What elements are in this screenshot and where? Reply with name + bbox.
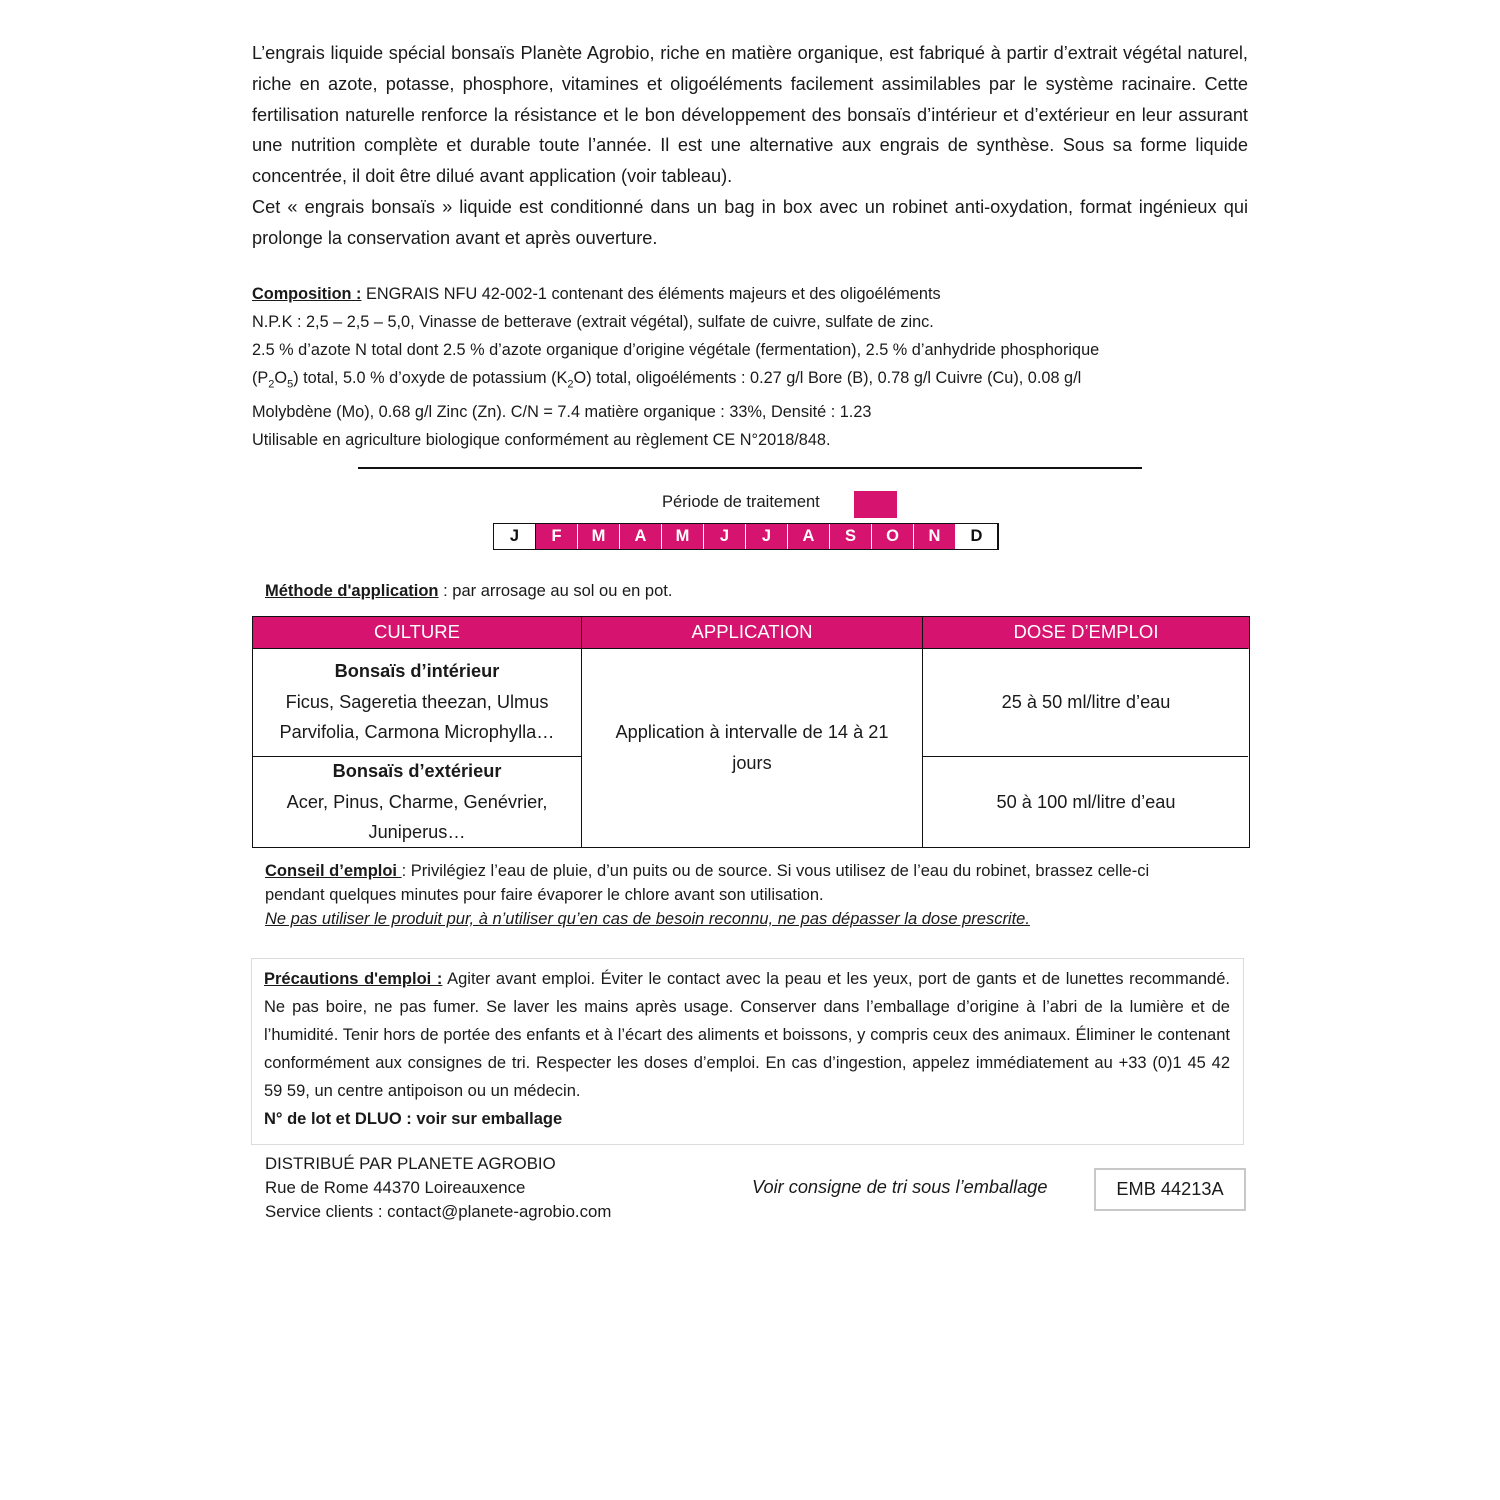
composition-line: 2.5 % d’azote N total dont 2.5 % d’azote organique d’origine végétale (fermentation), 2.5 % d’anhydride phosphorique: [252, 341, 1100, 359]
culture-detail: Ficus, Sageretia theezan, Ulmus: [285, 691, 549, 712]
usage-table: [252, 616, 1250, 848]
composition-text: O: [274, 369, 288, 387]
advice-line: [265, 859, 1245, 883]
emb-code: EMB 44213A: [1094, 1168, 1246, 1211]
precautions-text: [264, 965, 1230, 1105]
table-header-culture: CULTURE: [253, 617, 581, 649]
dose-text: 25 à 50 ml/litre d’eau: [1001, 691, 1171, 712]
month-calendar: [493, 523, 999, 550]
month-cell: S: [830, 524, 872, 549]
intro-text: [252, 38, 1248, 254]
table-row-culture-interieur: [253, 652, 581, 752]
table-cell-dose-interieur: [923, 648, 1249, 756]
method-text: : par arrosage au sol ou en pot.: [438, 582, 673, 600]
culture-title: Bonsaïs d’extérieur: [332, 760, 502, 781]
dose-text: 50 à 100 ml/litre d’eau: [996, 792, 1176, 813]
distributor-contact: Service clients : contact@planete-agrobio.com: [265, 1202, 612, 1221]
month-cell: J: [494, 524, 536, 549]
advice-warning: Ne pas utiliser le produit pur, à n’utiliser qu’en cas de besoin reconnu, ne pas dépasser la dose prescrite.: [265, 910, 1030, 928]
composition-text: (P: [252, 369, 269, 387]
period-legend-swatch: [854, 491, 897, 518]
month-cell: M: [662, 524, 704, 549]
precautions-section: [264, 965, 1230, 1133]
composition-section: [252, 280, 1252, 454]
distributor-name: DISTRIBUÉ PAR PLANETE AGROBIO: [265, 1154, 556, 1173]
table-header-dose: DOSE D’EMPLOI: [923, 617, 1249, 649]
composition-text: ENGRAIS NFU 42-002-1 contenant des éléments majeurs et des oligoéléments: [361, 285, 941, 303]
intro-paragraph: L’engrais liquide spécial bonsaïs Planète Agrobio, riche en matière organique, est fabriqué à partir d’extrait végétal naturel, riche en azote, potasse, phosphore, vitamines et oligoéléments facilement assimilables par le système racinaire. Cette fertilisation naturelle renforce la résistance et le bon développement des bonsaïs d’intérieur et d’extérieur en leur assurant une nutrition complète et durable toute l’année. Il est une alternative aux engrais de synthèse. Sous sa forme liquide concentrée, il doit être dilué avant application (voir tableau).: [252, 43, 1248, 187]
month-cell: J: [746, 524, 788, 549]
application-text: Application à intervalle de 14 à 21: [615, 722, 889, 743]
composition-line: Utilisable en agriculture biologique conformément au règlement CE N°2018/848.: [252, 431, 831, 450]
composition-line: [252, 280, 1252, 308]
month-cell: D: [956, 524, 998, 549]
culture-detail: Acer, Pinus, Charme, Genévrier,: [286, 791, 548, 812]
lot-info: N° de lot et DLUO : voir sur emballage: [264, 1110, 563, 1128]
subscript: 2: [268, 378, 275, 391]
recycling-note: Voir consigne de tri sous l’emballage: [752, 1177, 1048, 1197]
distributor-address: Rue de Rome 44370 Loireauxence: [265, 1178, 526, 1197]
section-divider: [358, 467, 1142, 469]
culture-title: Bonsaïs d’intérieur: [334, 660, 500, 681]
month-cell: F: [536, 524, 578, 549]
month-cell: A: [620, 524, 662, 549]
intro-paragraph: Cet « engrais bonsaïs » liquide est conditionné dans un bag in box avec un robinet anti-oxydation, format ingénieux qui prolonge la conservation avant et après ouverture.: [252, 196, 1248, 248]
month-cell: J: [704, 524, 746, 549]
table-header-application: APPLICATION: [582, 617, 922, 649]
application-method: [265, 582, 672, 601]
subscript: 5: [287, 378, 294, 391]
composition-line: Molybdène (Mo), 0.68 g/l Zinc (Zn). C/N = 7.4 matière organique : 33%, Densité : 1.23: [252, 403, 872, 422]
table-cell-application: [582, 648, 922, 848]
culture-detail: Juniperus…: [368, 822, 466, 843]
month-cell: O: [872, 524, 914, 549]
composition-text: ) total, 5.0 % d’oxyde de potassium (K: [293, 369, 568, 387]
composition-line: N.P.K : 2,5 – 2,5 – 5,0, Vinasse de betterave (extrait végétal), sulfate de cuivre, sulfate de zinc.: [252, 313, 934, 331]
usage-advice: [265, 859, 1245, 931]
table-cell-dose-exterieur: [923, 757, 1249, 848]
precautions-label: Précautions d'emploi :: [264, 970, 443, 988]
advice-line: pendant quelques minutes pour faire évaporer le chlore avant son utilisation.: [265, 886, 824, 904]
subscript: 2: [567, 378, 574, 391]
composition-text: O) total, oligoéléments : 0.27 g/l Bore (B), 0.78 g/l Cuivre (Cu), 0.08 g/l: [573, 369, 1082, 387]
composition-line: [252, 364, 1252, 398]
method-label: Méthode d'application: [265, 582, 439, 600]
advice-text: : Privilégiez l’eau de pluie, d’un puits ou de source. Si vous utilisez de l’eau du robinet, brassez celle-ci: [401, 862, 1150, 880]
month-cell: A: [788, 524, 830, 549]
month-cell: M: [578, 524, 620, 549]
application-text: jours: [732, 753, 772, 773]
composition-label: Composition :: [252, 285, 362, 303]
culture-detail: Parvifolia, Carmona Microphylla…: [279, 722, 555, 743]
period-label: Période de traitement: [662, 493, 820, 511]
month-cell: N: [914, 524, 956, 549]
precautions-body: Agiter avant emploi. Éviter le contact avec la peau et les yeux, port de gants et de lunettes recommandé. Ne pas boire, ne pas fumer. Se laver les mains après usage. Conserver dans l’emballage d’origine à l’abri de la lumière et de l’humidité. Tenir hors de portée des enfants et à l’écart des aliments et boissons, y compris ceux des animaux. Éliminer le contenant conformément aux consignes de tri. Respecter les doses d’emploi. En cas d’ingestion, appelez immédiatement au +33 (0)1 45 42 59 59, un centre antipoison ou un médecin.: [264, 970, 1230, 1100]
table-row-culture-exterieur: [253, 756, 581, 848]
distributor-info: [265, 1152, 611, 1224]
advice-label: Conseil d’emploi: [265, 862, 402, 880]
